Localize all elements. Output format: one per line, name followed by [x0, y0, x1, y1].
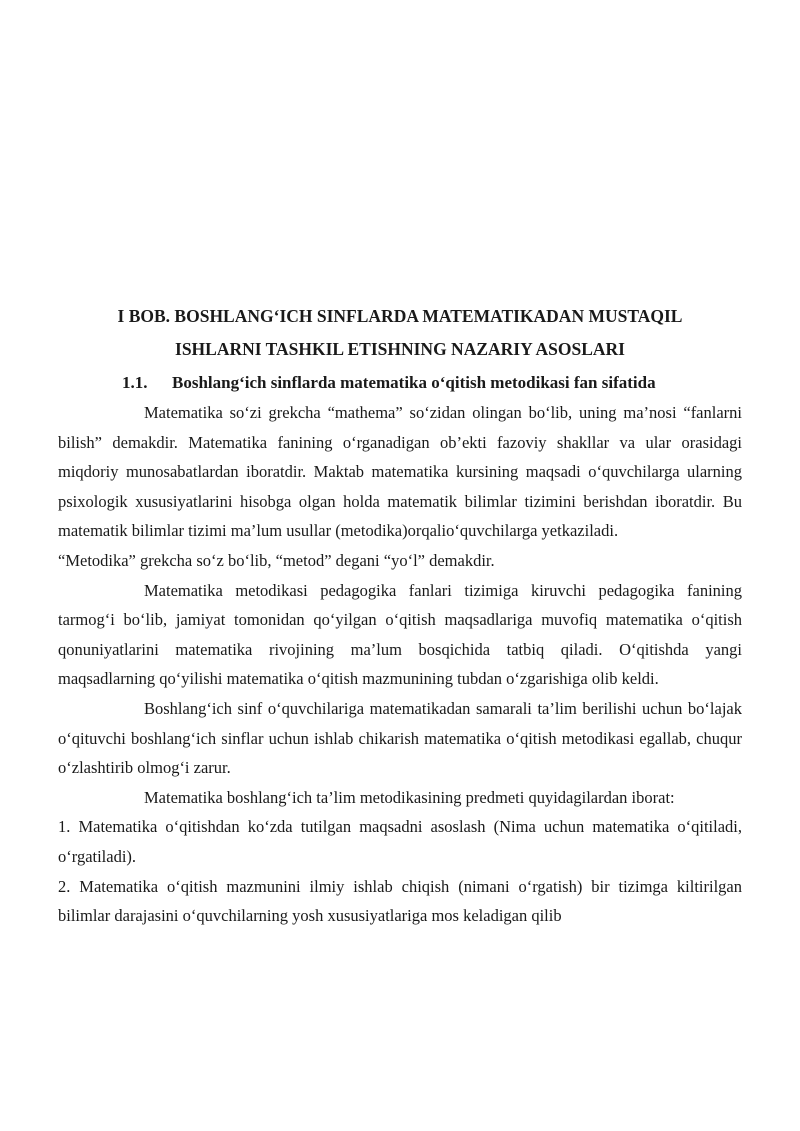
section-number: 1.1. — [122, 373, 148, 392]
list-item-1: 1. Matematika o‘qitishdan ko‘zda tutilgan maqsadni asoslash (Nima uchun matematika o‘qitiladi, o‘rgatiladi). — [58, 817, 742, 866]
paragraph-3: Matematika metodikasi pedagogika fanlari tizimiga kiruvchi pedagogika fanining tarmog‘i bo‘lib, jamiyat tomonidan qo‘yilgan o‘qitish maqsadlariga muvofiq matematika o‘qitish qonuniyatlarini matematika rivojining ma’lum bosqichida tatbiq qiladi. O‘qitishda yangi maqsadlarning qo‘yilishi matematika o‘qitish mazmunining tubdan o‘zgarishiga olib keldi. — [58, 580, 742, 689]
section-title: Boshlang‘ich sinflarda matematika o‘qitish metodikasi fan sifatida — [172, 373, 656, 392]
chapter-title-line-1: I BOB. BOSHLANG‘ICH SINFLARDA MATEMATIKADAN MUSTAQIL — [117, 306, 683, 326]
chapter-title-line-2: ISHLARNI TASHKIL ETISHNING NAZARIY ASOSLARI — [175, 339, 625, 359]
section-heading — [122, 368, 656, 398]
paragraph-2: “Metodika” grekcha so‘z bo‘lib, “metod” degani “yo‘l” demakdir. — [58, 550, 495, 570]
document-body — [58, 398, 742, 931]
paragraph-1: Matematika so‘zi grekcha “mathema” so‘zidan olingan bo‘lib, uning ma’nosi “fanlarni bilish” demakdir. Matematika fanining o‘rganadigan ob’ekti fazoviy shakllar va ular orasidagi miqdoriy munosabatlardan iboratdir. Maktab matematika kursining maqsadi o‘quvchilarga ularning psixologik xususiyatlarini hisobga olgan holda matematik bilimlar tizimini berishdan iboratdir. Bu matematik bilimlar tizimi ma’lum usullar (metodika)orqalio‘quvchilarga yetkaziladi. — [58, 403, 742, 541]
paragraph-4: Boshlang‘ich sinf o‘quvchilariga matematikadan samarali ta’lim berilishi uchun bo‘lajak o‘qituvchi boshlang‘ich sinflar uchun ishlab chikarish matematika o‘qitish metodikasi egallab, chuqur o‘zlashtirib olmog‘i zarur. — [58, 698, 742, 778]
paragraph-5: Matematika boshlang‘ich ta’lim metodikasining predmeti quyidagilardan iborat: — [144, 787, 675, 807]
list-item-2: 2. Matematika o‘qitish mazmunini ilmiy ishlab chiqish (nimani o‘rgatish) bir tizimga kiltirilgan bilimlar darajasini o‘quvchilarning yosh xususiyatlariga mos keladigan qilib — [58, 876, 742, 926]
